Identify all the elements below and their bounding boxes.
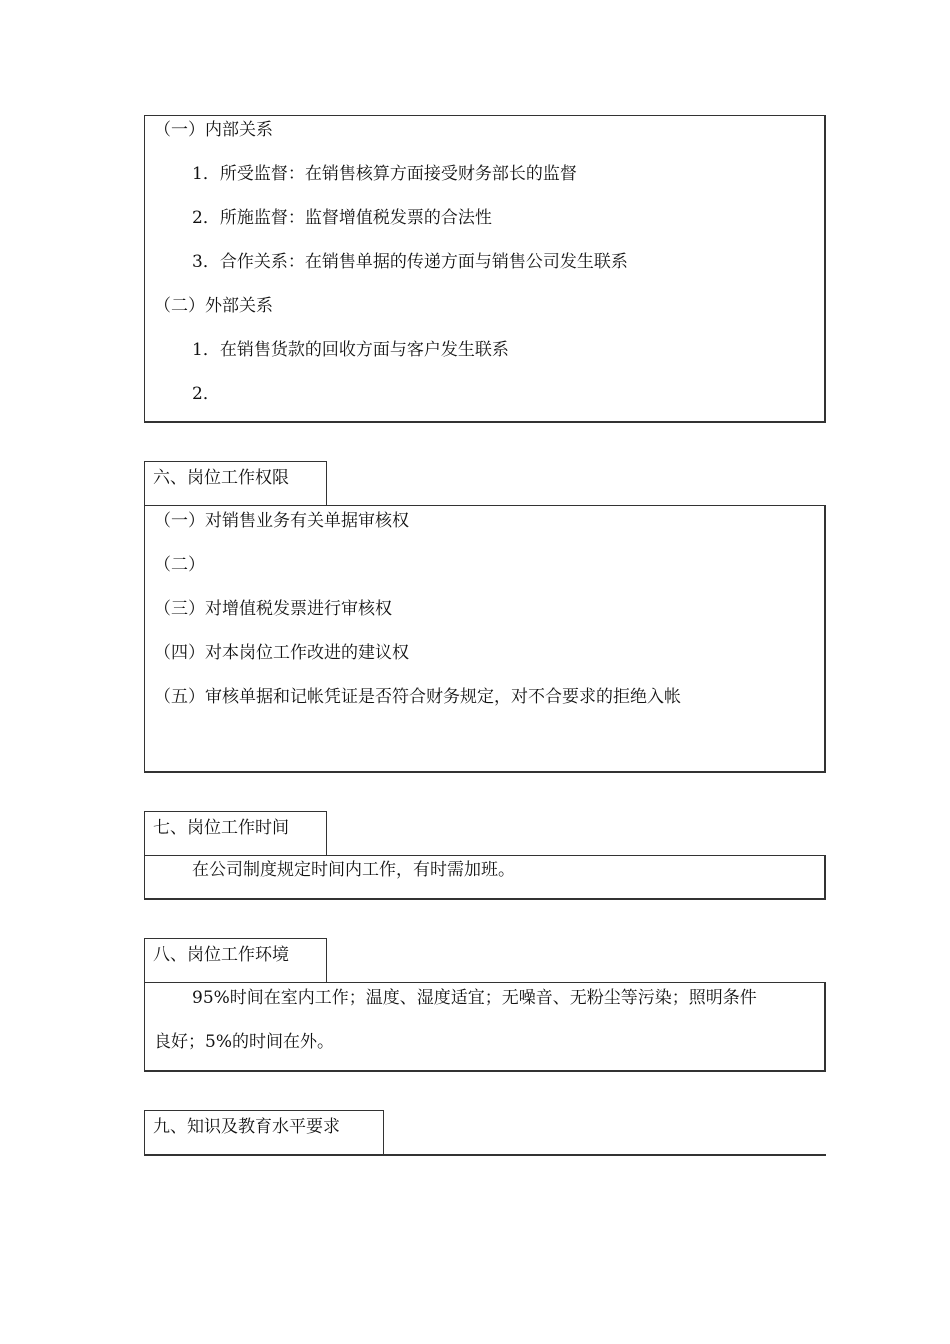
authority-item: （五）审核单据和记帐凭证是否符合财务规定，对不合要求的拒绝入帐 bbox=[154, 687, 681, 707]
authority-item: （二） bbox=[154, 555, 205, 575]
work-time-text: 在公司制度规定时间内工作，有时需加班。 bbox=[192, 860, 515, 880]
work-environment-text-line1: 95%时间在室内工作；温度、湿度适宜；无噪音、无粉尘等污染；照明条件 bbox=[192, 988, 757, 1008]
authority-item: （四）对本岗位工作改进的建议权 bbox=[154, 643, 409, 663]
education-section-title: 九、知识及教育水平要求 bbox=[144, 1110, 384, 1155]
external-relation-item: 1．在销售货款的回收方面与客户发生联系 bbox=[192, 340, 509, 360]
work-environment-section-title: 八、岗位工作环境 bbox=[144, 938, 327, 983]
education-section-rule bbox=[144, 1154, 826, 1156]
work-time-section-title: 七、岗位工作时间 bbox=[144, 811, 327, 856]
internal-relation-item: 1．所受监督：在销售核算方面接受财务部长的监督 bbox=[192, 164, 577, 184]
authority-item: （三）对增值税发票进行审核权 bbox=[154, 599, 392, 619]
work-environment-text-line2: 良好；5%的时间在外。 bbox=[154, 1032, 334, 1052]
internal-relation-item: 2．所施监督：监督增值税发票的合法性 bbox=[192, 208, 492, 228]
internal-relation-item: 3．合作关系：在销售单据的传递方面与销售公司发生联系 bbox=[192, 252, 628, 272]
internal-relations-heading: （一）内部关系 bbox=[154, 120, 273, 140]
external-relations-heading: （二）外部关系 bbox=[154, 296, 273, 316]
authority-box bbox=[144, 505, 826, 773]
authority-item: （一）对销售业务有关单据审核权 bbox=[154, 511, 409, 531]
authority-section-title: 六、岗位工作权限 bbox=[144, 461, 327, 506]
external-relation-item: 2． bbox=[192, 384, 220, 404]
